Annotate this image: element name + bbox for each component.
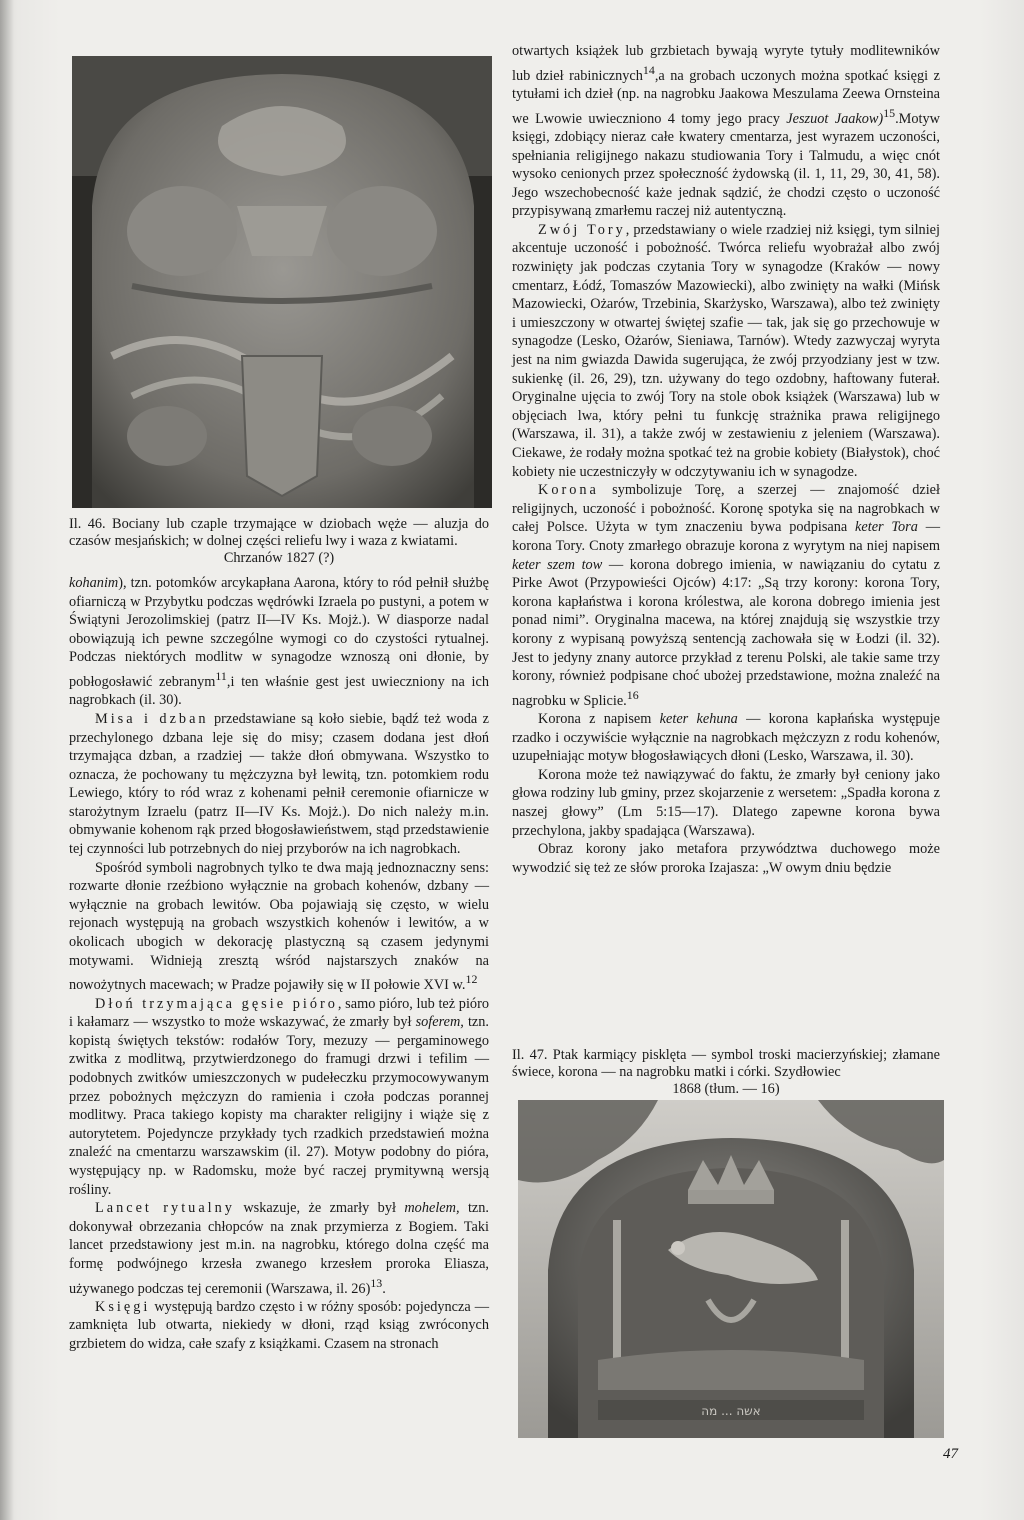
paragraph-text: — korona kapłańska występuje rzadko i oczywiście wyłącznie na nagrobkach mężczyzn z rodu kohenów, uzupełniając motyw błogosławiących dłoni (Lesko, Warszawa, il. 30). — [512, 711, 940, 765]
paragraph-text: Korona z napisem — [538, 711, 660, 728]
italic-term: keter kehuna — [659, 711, 738, 728]
paragraph-text: — korona Tory. Cnoty zmarłego obrazuje korona z wyrytym na niej napisem — [512, 519, 940, 554]
paragraph-text: Obraz korony jako metafora przywództwa duchowego może wywodzić się też ze słów proroka Izajasza: „W owym dniu będzie — [512, 841, 940, 876]
paragraph-text: symbolizuje Torę, a szerzej — znajomość dzieł religijnych, uczoność i pobożność. Koronę spotyka się na nagrobkach w całej Polsce. Użyta w tym znaczeniu bywa podpisana — [512, 482, 940, 536]
figure-47-caption — [512, 1047, 940, 1098]
italic-term: Jeszuot Jaakow) — [786, 110, 884, 127]
spaced-heading: Zwój Tory — [538, 221, 626, 238]
spine-shadow — [0, 0, 14, 1520]
spaced-heading: Misa i dzban — [95, 710, 209, 727]
italic-term: mohelem, — [404, 1200, 460, 1217]
paragraph-text: przedstawiane są koło siebie, bądź też woda z przechylonego dzbana leje się do misy; czasem dodana jest dłoń trzymająca dzban, a rzadziej — także dłoń obmywana. Wszystko to oznacza, że pochowany tu mężczyzna był lewitą, tzn. potomkiem rodu Lewiego, który to ród wraz z kohenami pełnił ceremonie ofiarnicze w starożytnym Izraelu (patrz II—IV Ks. Mojż.). Do nich należy m.in. obmywanie kohenom rąk przed błogosławieństwem, stąd przedstawienie tej czynności lub potrzebnych do niej przyborów na ich nagrobkach. — [69, 710, 490, 858]
spaced-heading: Lancet rytualny — [95, 1200, 235, 1217]
footnote-ref: 13 — [370, 1275, 383, 1290]
footnote-ref: 12 — [465, 972, 478, 987]
paragraph-text: ,a na grobach uczonych można spotkać księgi z tytułami ich dzieł (np. na nagrobku Jaakowa Meszulama Zeewa Ornsteina we Lwowie uwieczniono 4 tomy jego pracy — [512, 67, 940, 127]
paragraph — [512, 710, 940, 766]
paragraph — [512, 42, 940, 221]
paragraph — [512, 840, 940, 877]
figure-47-caption-place: 1868 (tłum. — 16) — [672, 1081, 780, 1097]
paragraph-text: otwartych książek lub grzbietach bywają wyryte tytuły modlitewników lub dzieł rabinicznych — [512, 43, 940, 84]
figure-47-photo — [518, 1100, 944, 1438]
footnote-ref: 14 — [642, 62, 655, 77]
paragraph — [512, 766, 940, 840]
left-text-column — [69, 574, 489, 1354]
footnote-ref: 11 — [215, 668, 227, 683]
paragraph-text: ), tzn. potomków arcykapłana Aarona, który to ród pełnił służbę ofiarniczą w Przybytku podczas wędrówki Izraela po pustyni, a potem w Świątyni Jerozolimskiej (patrz II—IV Ks. Mojż.). W diasporze nadal obowiązują ich pewne szczególne wymogi co do czystości rytualnej. Podczas niektórych modlitw w synagodze wznoszą oni dłonie, by pobłogosławić zebranym — [69, 575, 489, 690]
figure-46-photo — [72, 56, 492, 508]
spaced-heading: Księgi — [95, 1298, 151, 1315]
paragraph — [69, 1298, 489, 1354]
paragraph-text: tzn. dokonywał obrzezania chłopców na znak przymierza z Bogiem. Taki lancet przedstawiony jest m.in. na nagrobku, którego dolna część ma formę podwójnego krzesła zwanego krzesłem proroka Eliasza, używanego podczas tej ceremonii (Warszawa, il. 26) — [69, 1200, 489, 1297]
stone-inscription: אשה ... מה — [701, 1404, 761, 1418]
paragraph-text: wskazuje, że zmarły był — [234, 1200, 405, 1217]
spaced-heading: Dłoń trzymająca gęsie pióro — [95, 995, 338, 1012]
paragraph-text: . — [382, 1280, 386, 1297]
paragraph — [69, 995, 489, 1200]
paragraph-text: , przedstawiany o wiele rzadziej niż księgi, tym silniej akcentuje uczoność i pobożność. Twórca reliefu wyobrażał albo zwój rozwinięty jak podczas czytania Tory w synagodze (Kraków — nowy cmentarz, Łódź, Tomaszów Mazowiecki), albo zwinięty na wałki (Mińsk Mazowiecki, Ożarów, Trzebinia, Skarżysko, Warszawa), albo też zwinięty i umieszczony w otwartej świętej szafie — tak, jak się go przechowuje w synagodze (Lesko, Ożarów, Sieniawa, Tarnów). Wtedy zazwyczaj wyryta jest na nim gwiazda Dawida sugerująca, że zwój przyodziany jest w tzw. sukienkę (il. 26, 29), tzn. używany do tego ozdobny, haftowany futerał. Oryginalne ujęcia to zwój Tory na stole obok książek (Warszawa) lub w objęciach lwa, który pełni tu funkcję strażnika prawa religijnego (Warszawa, il. 31), a także zwój w zestawieniu z jeleniem (Warszawa). Ciekawe, że rodały można spotkać też na grobie kobiety (Białystok), choć kobiety nie uczestniczyły w odczytywaniu ich w synagodze. — [512, 221, 940, 480]
paragraph-text: — korona dobrego imienia, w nawiązaniu do cytatu z Pirke Awot (Przypowieści Ojców) 4:17: „Są trzy korony: korona Tory, korona kapłaństwa i korona królestwa, ale korona dobrego imienia jest ponad nimi”. Oryginalna macewa, na której znajdują się wszystkie trzy korony z wypisaną powyższą sentencją zachowała się w Łodzi (il. 32). Jest to jedyny znany autorce przykład z terenu Polski, ale takie same trzy korony, również podpisane choć ubożej przedstawione, można znaleźć na nagrobku w Splicie. — [512, 556, 940, 709]
paragraph-text: ,i ten właśnie gest jest uwieczniony na ich nagrobkach (il. 30). — [69, 673, 489, 709]
italic-term: kohanim — [69, 575, 119, 591]
paragraph-text: Spośród symboli nagrobnych tylko te dwa mają jednoznaczny sens: rozwarte dłonie rzeźbiono wyłącznie na grobach kohenów, dzbany — wyłącznie na grobach lewitów. Oba pojawiają się często, w wielu rejonach występują na grobach wszystkich kohenów i lewitów, a w okolicach ubogich w dekorację plastyczną są czasem jedynymi motywami. Widnieją zresztą wśród najstarszych znaków na nowożytnych macewach; w Pradze pojawiły się w II połowie XVI w. — [69, 859, 489, 993]
italic-term: soferem, — [415, 1014, 464, 1031]
paragraph — [69, 574, 489, 710]
spaced-heading: Korona — [538, 482, 599, 499]
paragraph — [69, 1199, 489, 1298]
paragraph-text: występują bardzo często i w różny sposób: pojedyncza — zamknięta lub otwarta, niekiedy w dłoni, rząd ksiąg zwróconych grzbietem do widza, całe szafy z książkami. Czasem na stronach — [69, 1298, 489, 1353]
footnote-ref: 15 — [883, 105, 896, 120]
figure-47-caption-text: Il. 47. Ptak karmiący pisklęta — symbol troski macierzyńskiej; złamane świece, korona — na nagrobku matki i córki. Szydłowiec — [512, 1047, 940, 1080]
paragraph — [512, 221, 940, 481]
right-text-column — [512, 42, 940, 877]
italic-term: keter Tora — [855, 519, 918, 536]
figure-46-caption-place: Chrzanów 1827 (?) — [223, 550, 335, 566]
paragraph-text: Korona może też nawiązywać do faktu, że zmarły był ceniony jako głowa rodziny lub gminy, przez skojarzenie z wersetem: „Spadła korona z naszej głowy” (Lm 5:15—17). Dlatego zapewne korona bywa przechylona, jakby spadająca (Warszawa). — [512, 766, 940, 839]
italic-term: keter szem tow — [512, 556, 603, 573]
paragraph — [512, 481, 940, 710]
paragraph-text: , samo pióro, lub też pióro i kałamarz — wszystko to może wskazywać, że zmarły był — [69, 995, 489, 1031]
figure-46-caption-text: Il. 46. Bociany lub czaple trzymające w dziobach węże — aluzja do czasów mesjańskich; w dolnej części reliefu lwy i waza z kwiatami. — [69, 516, 489, 549]
paragraph-text: tzn. kopistą świętych tekstów: rodałów Tory, mezuzy — pergaminowego zwitka z modlitwą, przytwierdzonego do framugi drzwi i tefilim — podobnych zwitków umieszczonych w pudełeczku przymocowywanym przez pobożnych mężczyzn do ramienia i czoła podczas porannej modlitwy. Praca takiego kopisty ma charakter religijny i wiąże się z autorytetem. Pojedyncze przykłady tych rzadkich przedstawień można znaleźć na cmentarzu warszawskim (il. 27). Motyw podobny do pióra, występujący np. w Radomsku, może być raczej prymitywną wersją rośliny. — [69, 1014, 489, 1198]
paragraph — [69, 710, 489, 859]
footnote-ref: 16 — [626, 687, 639, 702]
paragraph — [69, 859, 489, 995]
page-number: 47 — [943, 1446, 958, 1462]
paragraph-text: .Motyw księgi, zdobiący nieraz całe kwatery cmentarza, jest wyrazem uczoności, spełniania religijnego nakazu studiowania Tory i Talmudu, a więc cnót wysoko cenionych przez społeczność żydowską (il. 1, 11, 29, 30, 41, 58). Jego wszechobecność każe jednak sądzić, że chodzi często o uczoność przypisywaną zmarłemu raczej niż autentyczną. — [512, 110, 940, 220]
figure-46-caption — [69, 516, 489, 567]
